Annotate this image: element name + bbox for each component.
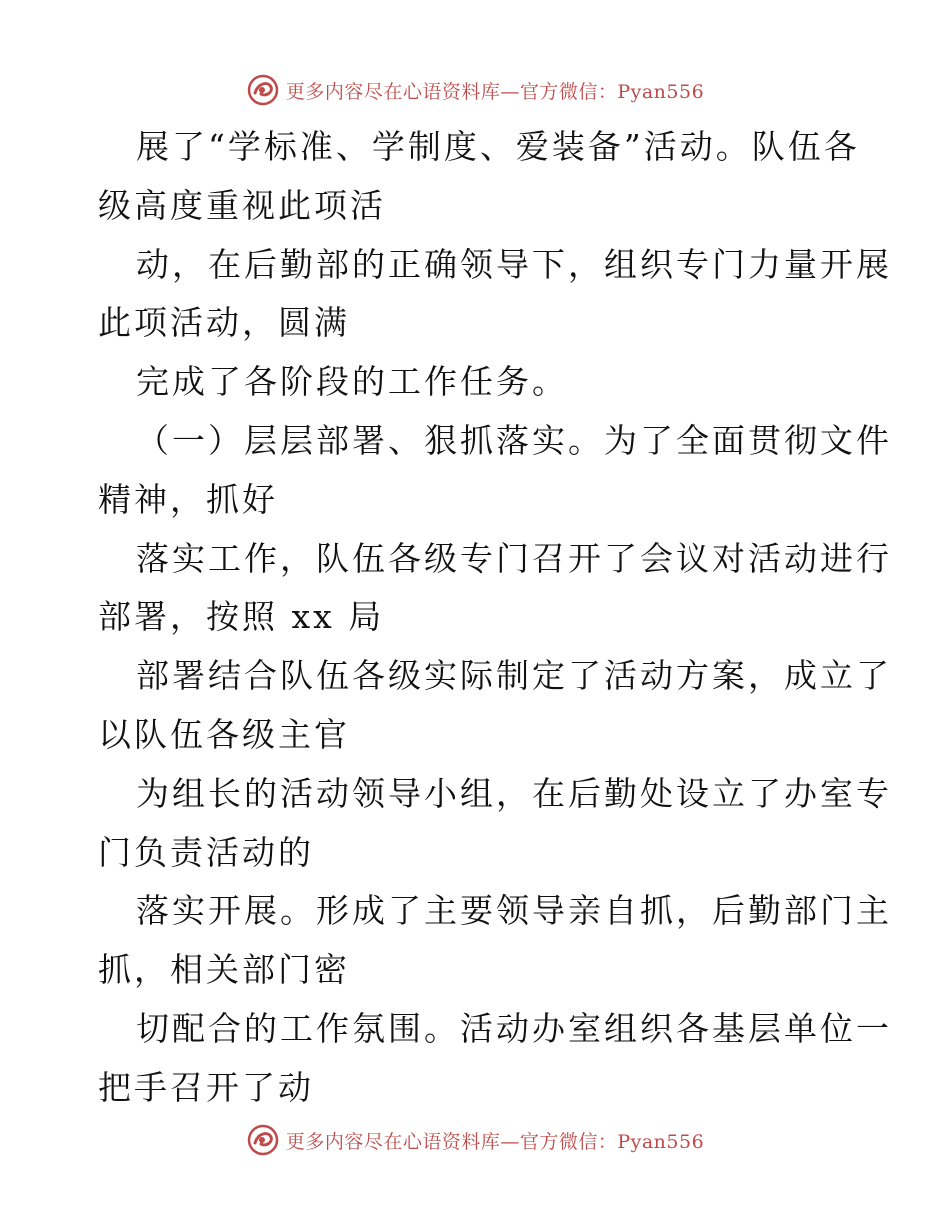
- text-line: 抓，相关部门密: [98, 950, 350, 990]
- text-line: 为组长的活动领导小组，在后勤处设立了办室专: [136, 773, 892, 813]
- header-banner: [0, 70, 950, 110]
- text-line: 级高度重视此项活: [98, 185, 386, 225]
- text-line: 落实工作，队伍各级专门召开了会议对活动进行: [136, 538, 892, 578]
- swirl-logo-icon: [246, 1123, 280, 1157]
- text-line: 精神，抓好: [98, 479, 278, 519]
- text-line: 动，在后勤部的正确领导下，组织专门力量开展: [136, 244, 892, 284]
- text-line: 门负责活动的: [98, 832, 314, 872]
- text-line: 部署，按照 xx 局: [98, 597, 385, 637]
- footer-banner: [0, 1120, 950, 1160]
- text-line: 把手召开了动: [98, 1067, 314, 1107]
- text-line: 完成了各阶段的工作任务。: [136, 362, 568, 402]
- footer-banner-text: 更多内容尽在心语资料库—官方微信：Pyan556: [285, 1130, 705, 1153]
- swirl-logo-icon: [246, 73, 280, 107]
- text-line: 部署结合队伍各级实际制定了活动方案，成立了: [136, 656, 892, 696]
- text-line: 落实开展。形成了主要领导亲自抓，后勤部门主: [136, 891, 892, 931]
- text-line: 以队伍各级主官: [98, 714, 350, 754]
- text-line: 此项活动，圆满: [98, 303, 350, 343]
- text-line: （一）层层部署、狠抓落实。为了全面贯彻文件: [136, 420, 892, 460]
- text-line: 展了“学标准、学制度、爱装备”活动。队伍各: [136, 127, 860, 166]
- text-line: 切配合的工作氛围。活动办室组织各基层单位一: [136, 1008, 892, 1048]
- document-body: [98, 118, 892, 1118]
- header-banner-text: 更多内容尽在心语资料库—官方微信：Pyan556: [285, 80, 705, 103]
